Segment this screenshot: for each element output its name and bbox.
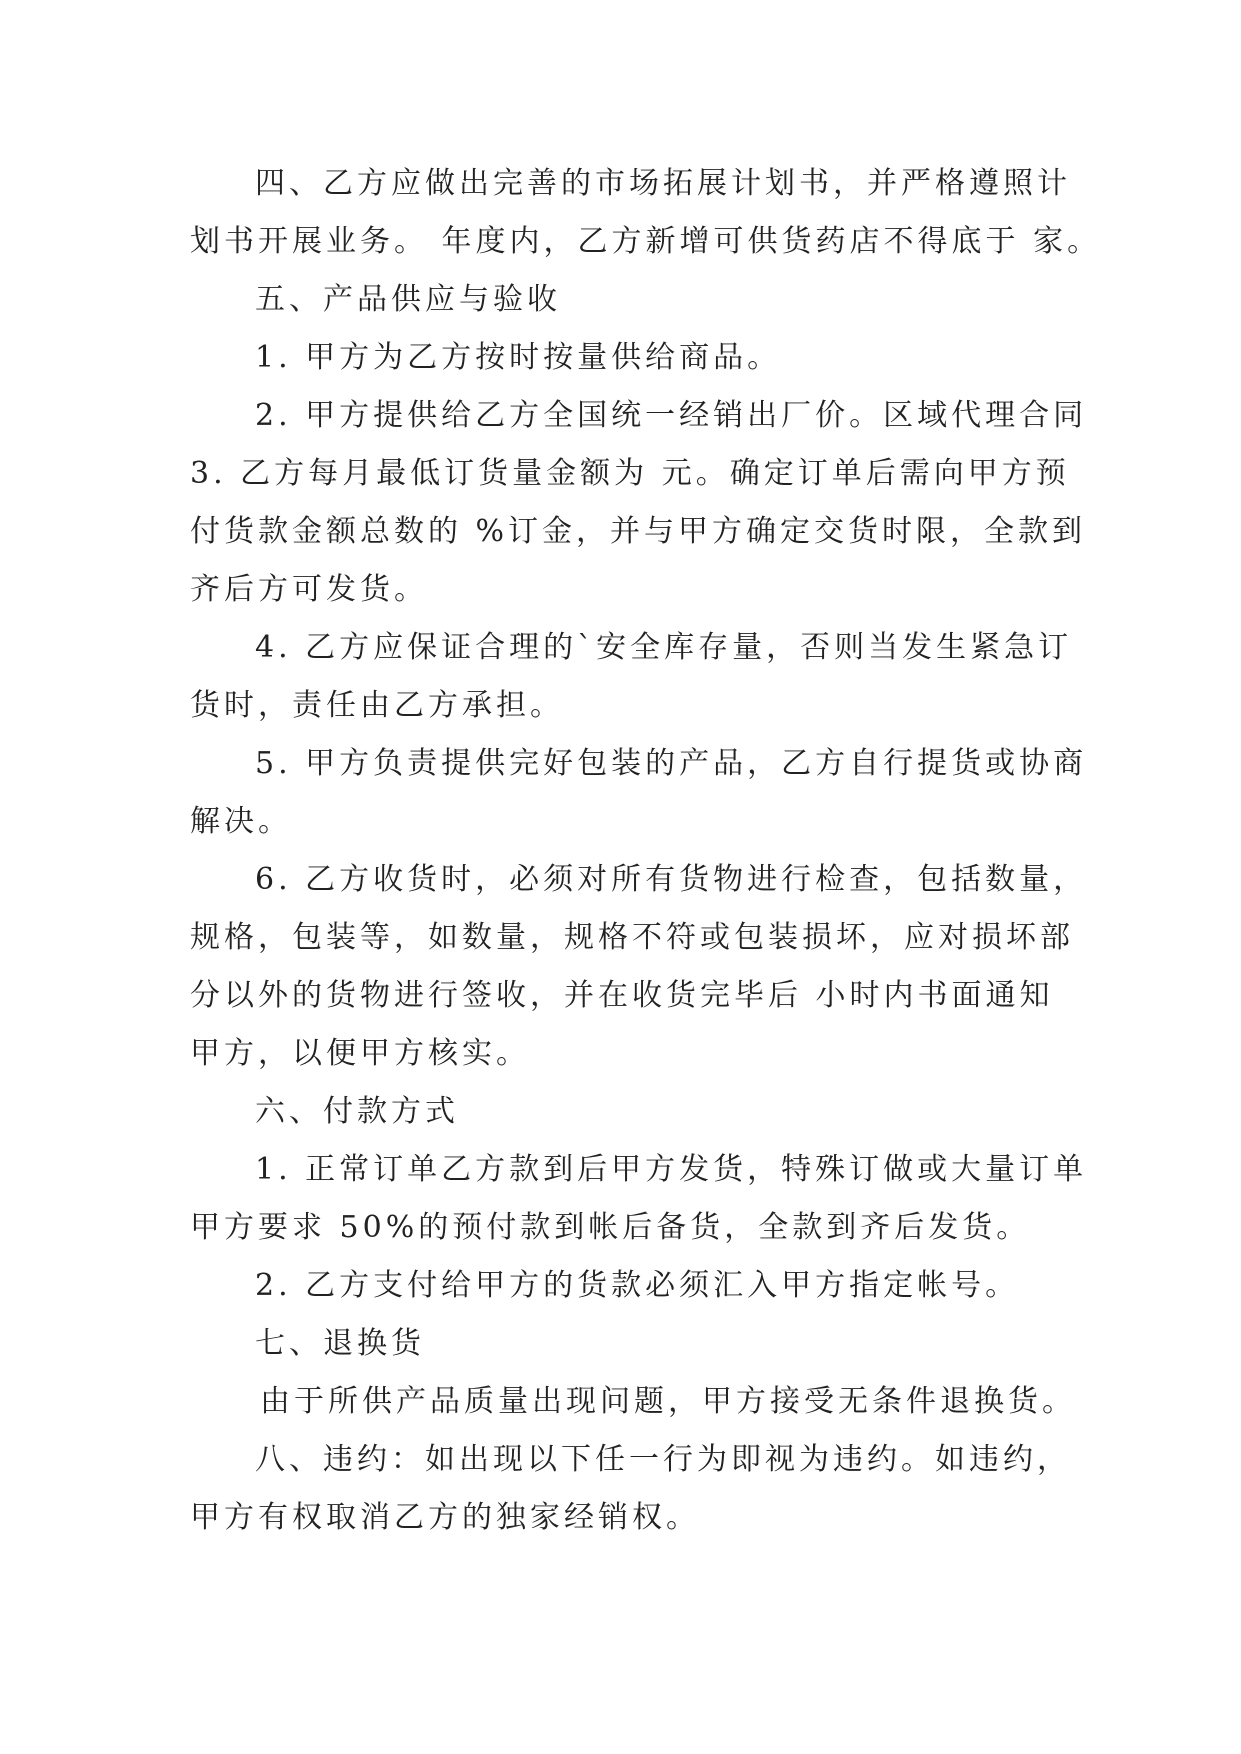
section-5-item-1: 1. 甲方为乙方按时按量供给商品。 — [255, 340, 782, 375]
section-7-heading: 七、退换货 — [255, 1326, 425, 1361]
section-5-item-5-line-1: 5. 甲方负责提供完好包装的产品，乙方自行提货或协商 — [255, 746, 1088, 781]
section-6-item-1-line-2: 甲方要求 50%的预付款到帐后备货，全款到齐后发货。 — [190, 1210, 1031, 1245]
section-5-item-5-line-2: 解决。 — [190, 804, 292, 839]
section-5-item-4-line-2: 货时，责任由乙方承担。 — [190, 688, 564, 723]
section-6-item-2: 2. 乙方支付给甲方的货款必须汇入甲方指定帐号。 — [255, 1268, 1020, 1303]
section-5-item-6-line-3: 分以外的货物进行签收，并在收货完毕后 小时内书面通知 — [190, 978, 1054, 1013]
section-5-item-6-line-1: 6. 乙方收货时，必须对所有货物进行检查，包括数量， — [255, 862, 1088, 897]
section-5-item-3-line-2: 付货款金额总数的 %订金，并与甲方确定交货时限，全款到 — [190, 514, 1087, 549]
section-8-line-2: 甲方有权取消乙方的独家经销权。 — [190, 1500, 700, 1535]
section-5-item-2: 2. 甲方提供给乙方全国统一经销出厂价。区域代理合同 — [255, 398, 1088, 433]
clause-4-line-1: 四、乙方应做出完善的市场拓展计划书，并严格遵照计 — [255, 166, 1071, 201]
section-6-heading: 六、付款方式 — [255, 1094, 459, 1129]
section-5-heading: 五、产品供应与验收 — [255, 282, 561, 317]
section-5-item-3-line-1: 3. 乙方每月最低订货量金额为 元。确定订单后需向甲方预 — [190, 456, 1070, 491]
section-8-line-1: 八、违约：如出现以下任一行为即视为违约。如违约， — [255, 1442, 1071, 1477]
section-5-item-4-line-1: 4. 乙方应保证合理的`安全库存量，否则当发生紧急订 — [255, 630, 1073, 665]
document-body — [190, 155, 1102, 1547]
section-6-item-1-line-1: 1. 正常订单乙方款到后甲方发货，特殊订做或大量订单 — [255, 1152, 1088, 1187]
clause-4-line-2: 划书开展业务。 年度内，乙方新增可供货药店不得底于 家。 — [190, 224, 1102, 259]
section-7-body: 由于所供产品质量出现问题，甲方接受无条件退换货。 — [260, 1384, 1076, 1419]
section-5-item-3-line-3: 齐后方可发货。 — [190, 572, 428, 607]
section-5-item-6-line-4: 甲方，以便甲方核实。 — [190, 1036, 530, 1071]
section-5-item-6-line-2: 规格，包装等，如数量，规格不符或包装损坏，应对损坏部 — [190, 920, 1074, 955]
